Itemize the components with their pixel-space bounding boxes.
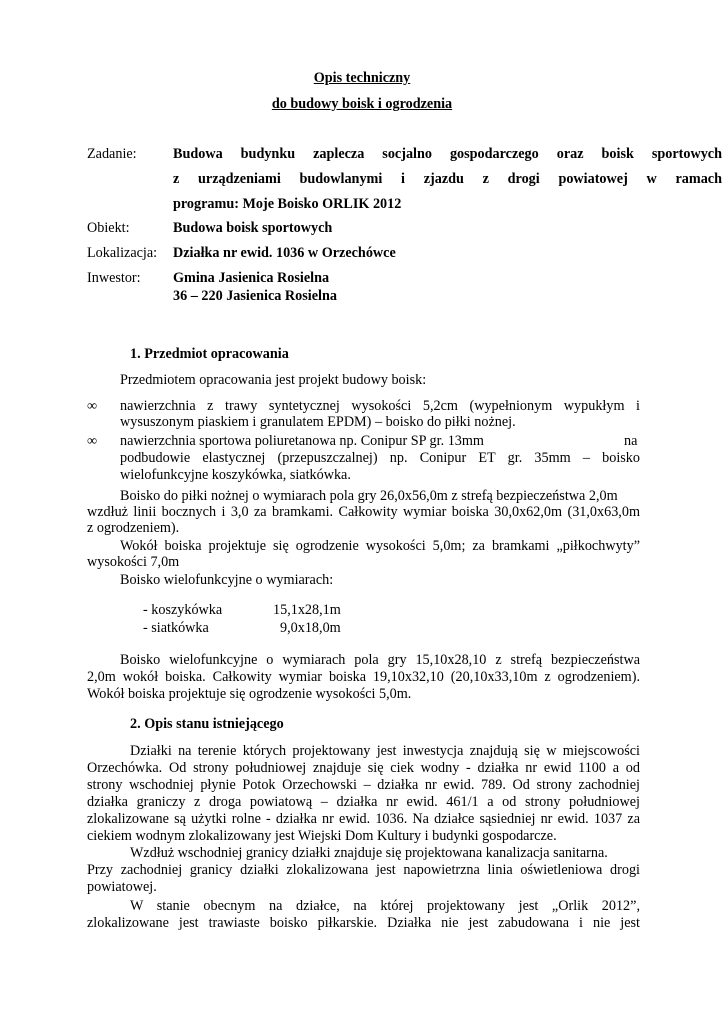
bullet2-line1a: nawierzchnia sportowa poliuretanowa np. Conipur SP gr. 13mm xyxy=(120,433,484,449)
para2-line1: Wokół boiska projektuje się ogrodzenie wysokości 5,0m; za bramkami „piłkochwyty” xyxy=(120,538,640,554)
dim-name-koszykowka: - koszykówka xyxy=(143,602,223,618)
para4-line2: 2,0m wokół boiska. Całkowity wymiar boiska 19,10x32,10 (20,10x33,10m z ogrodzeniem). xyxy=(87,669,640,685)
para1-line2: wzdłuż linii bocznych i 3,0 za bramkami. Całkowity wymiar boiska 30,0x62,0m (31,0x63,0m xyxy=(87,504,640,520)
bullet1-line1: nawierzchnia z trawy syntetycznej wysokości 5,2cm (wypełnionym wypukłym i xyxy=(120,398,640,414)
section2-line11: zlokalizowane jest trawiaste boisko piłkarskie. Działka nie jest zabudowana i nie jest xyxy=(87,915,640,931)
section2-heading: 2. Opis stanu istniejącego xyxy=(130,716,284,732)
bullet2-line2: podbudowie elastycznej (przepuszczalnej) np. Conipur ET gr. 35mm – boisko xyxy=(120,450,640,466)
bullet-icon: ∞ xyxy=(87,433,98,449)
section2-line6: ciekiem wodnym zlokalizowany jest Wiejski Dom Kultury i budynki gospodarcze. xyxy=(87,828,557,844)
section2-line5: zlokalizowane są użytki rolne - działka nr ewid. 1036. Na działce sąsiedniej nr ewid. 1037 za xyxy=(87,811,640,827)
inwestor-label: Inwestor: xyxy=(87,270,141,286)
zadanie-label: Zadanie: xyxy=(87,146,137,162)
section1-heading: 1. Przedmiot opracowania xyxy=(130,346,289,362)
bullet2-line1b: na xyxy=(624,433,638,449)
para4-line1: Boisko wielofunkcyjne o wymiarach pola gry 15,10x28,10 z strefą bezpieczeństwa xyxy=(120,652,640,668)
bullet1-line2: wysuszonym piaskiem i granulatem EPDM) – boisko do piłki nożnej. xyxy=(120,414,516,430)
document-title: Opis techniczny xyxy=(313,70,411,86)
lokalizacja-value: Działka nr ewid. 1036 w Orzechówce xyxy=(173,245,396,261)
bullet-icon: ∞ xyxy=(87,398,98,414)
para1-line3: z ogrodzeniem). xyxy=(87,520,180,536)
section2-line4: działka graniczy z droga powiatową – działka nr ewid. 461/1 a od strony południowej xyxy=(87,794,640,810)
obiekt-label: Obiekt: xyxy=(87,220,130,236)
zadanie-value-line2: z urządzeniami budowlanymi i zjazdu z drogi powiatowej w ramach xyxy=(173,171,722,187)
section2-line1: Działki na terenie których projektowany jest inwestycja znajdują się w miejscowości xyxy=(130,743,640,759)
inwestor-value-line1: Gmina Jasienica Rosielna xyxy=(173,270,330,286)
zadanie-value-line1: Budowa budynku zaplecza socjalno gospodarczego oraz boisk sportowych xyxy=(173,146,722,162)
document-subtitle: do budowy boisk i ogrodzenia xyxy=(271,96,453,112)
section2-line10: W stanie obecnym na działce, na której projektowany jest „Orlik 2012”, xyxy=(130,898,640,914)
bullet2-line3: wielofunkcyjne koszykówka, siatkówka. xyxy=(120,467,351,483)
para4-line3: Wokół boiska projektuje się ogrodzenie wysokości 5,0m. xyxy=(87,686,412,702)
para1-line1: Boisko do piłki nożnej o wymiarach pola gry 26,0x56,0m z strefą bezpieczeństwa 2,0m xyxy=(120,488,618,504)
dim-name-siatkowka: - siatkówka xyxy=(143,620,209,636)
obiekt-value: Budowa boisk sportowych xyxy=(173,220,333,236)
lokalizacja-label: Lokalizacja: xyxy=(87,245,158,261)
section2-line3: strony wschodniej płynie Potok Orzechowski – działka nr ewid. 789. Od strony zachodniej xyxy=(87,777,640,793)
inwestor-value-line2: 36 – 220 Jasienica Rosielna xyxy=(173,288,337,304)
section2-line9: powiatowej. xyxy=(87,879,157,895)
para2-line2: wysokości 7,0m xyxy=(87,554,180,570)
zadanie-value-line3: programu: Moje Boisko ORLIK 2012 xyxy=(173,196,402,212)
section1-intro: Przedmiotem opracowania jest projekt budowy boisk: xyxy=(120,372,427,388)
dim-value-koszykowka: 15,1x28,1m xyxy=(273,602,341,618)
para3: Boisko wielofunkcyjne o wymiarach: xyxy=(120,572,334,588)
section2-line8: Przy zachodniej granicy działki zlokalizowana jest napowietrzna linia oświetleniowa drogi xyxy=(87,862,640,878)
section2-line2: Orzechówka. Od strony południowej znajduje się ciek wodny - działka nr ewid 1100 a od xyxy=(87,760,640,776)
section2-line7: Wzdłuż wschodniej granicy działki znajduje się projektowana kanalizacja sanitarna. xyxy=(130,845,608,861)
dim-value-siatkowka: 9,0x18,0m xyxy=(280,620,341,636)
